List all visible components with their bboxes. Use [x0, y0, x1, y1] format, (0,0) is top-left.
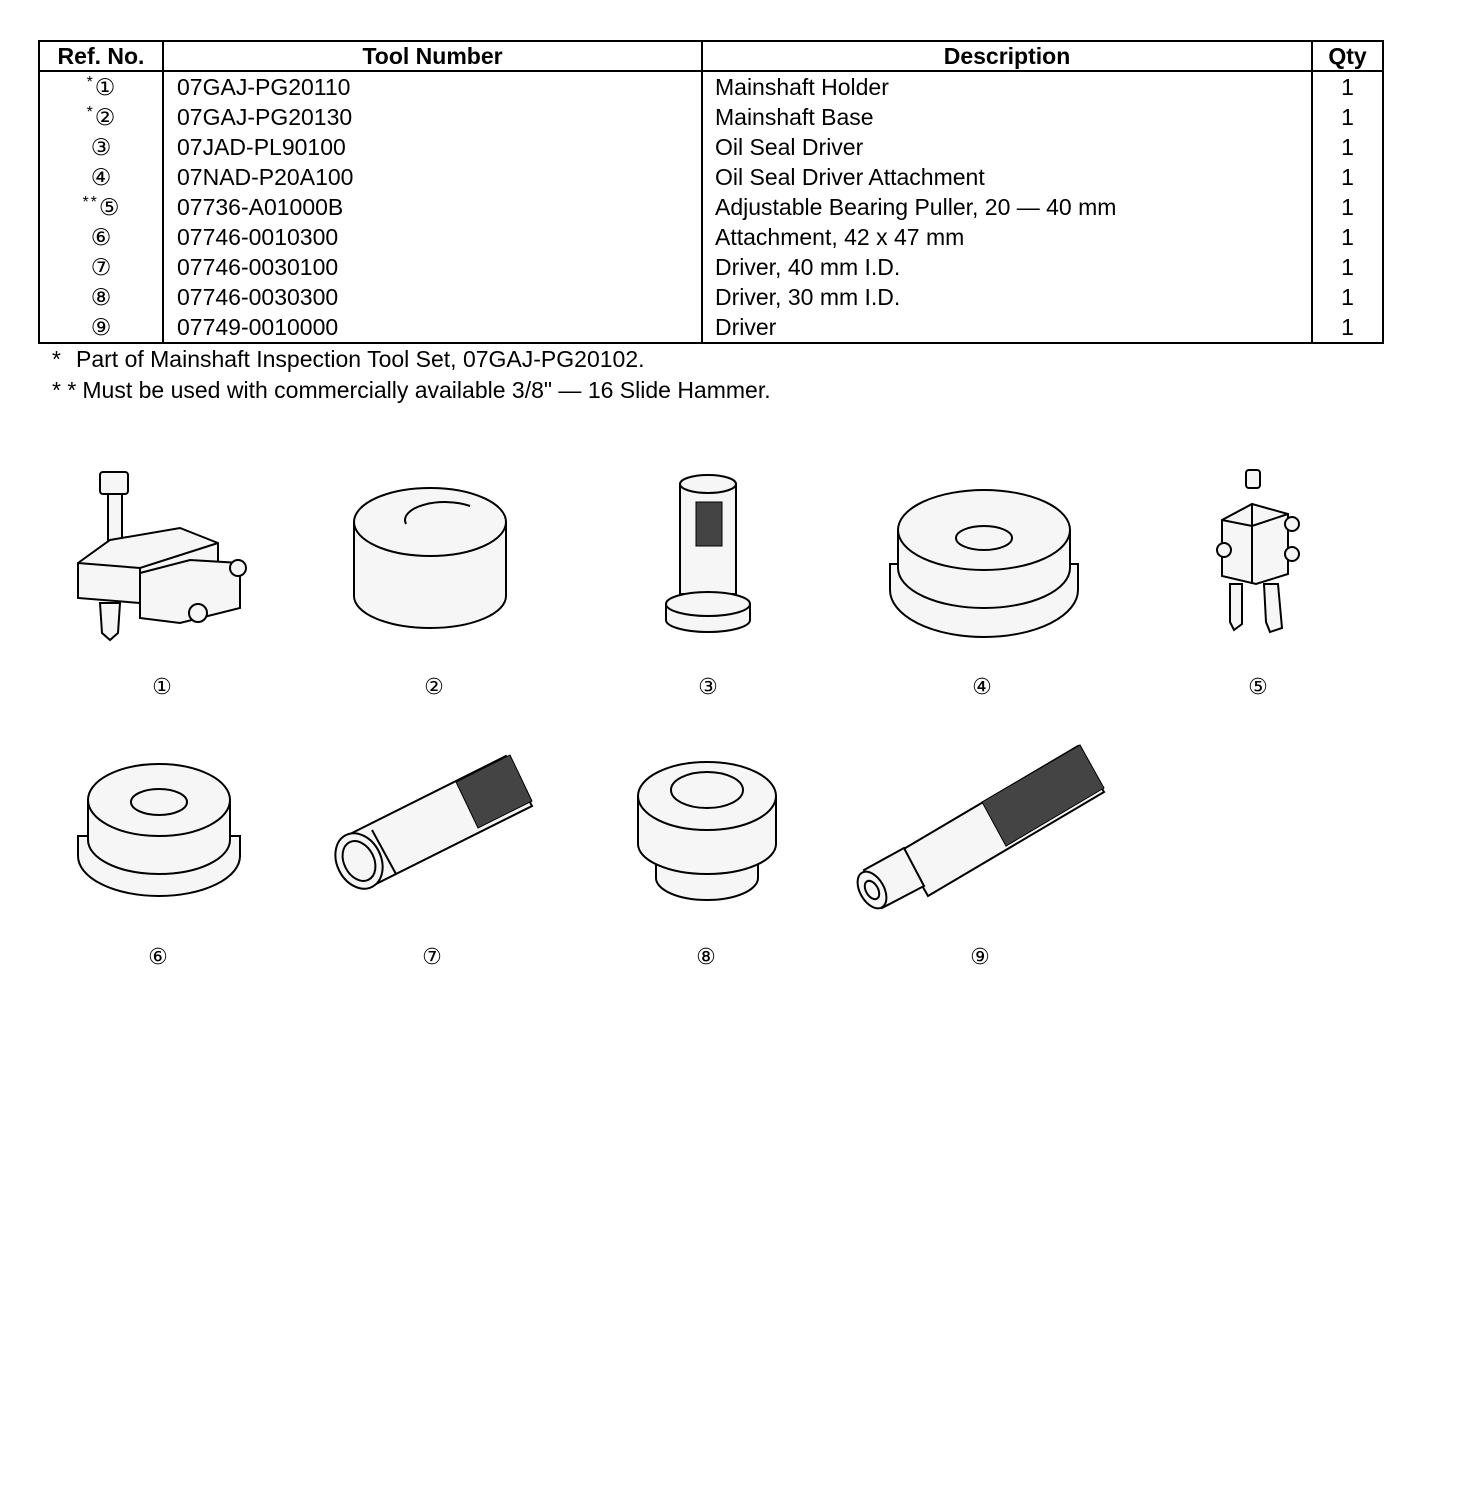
tool-number-cell: 07NAD-P20A100: [163, 162, 702, 192]
oil-seal-driver-attachment-icon: [886, 486, 1082, 642]
ref-cell: [39, 282, 163, 312]
ref-cell: [39, 132, 163, 162]
table-row: [39, 252, 1383, 282]
figure-callout: ⑤: [1248, 674, 1268, 699]
ref-mark: **: [82, 193, 99, 211]
ref-cell: [39, 222, 163, 252]
mainshaft-base-icon: [350, 484, 510, 634]
tool-number-cell: 07JAD-PL90100: [163, 132, 702, 162]
description-cell: Mainshaft Holder: [702, 71, 1312, 102]
figure-callout: ①: [152, 674, 172, 699]
footnote-text: Part of Mainshaft Inspection Tool Set, 07GAJ-PG20102.: [76, 346, 645, 372]
description-cell: Driver, 40 mm I.D.: [702, 252, 1312, 282]
header-qty: Qty: [1312, 41, 1383, 71]
header-tool-number: Tool Number: [163, 41, 702, 71]
driver-30mm-icon: [634, 758, 780, 904]
qty-cell: 1: [1312, 102, 1383, 132]
table-header-row: [39, 41, 1383, 71]
description-cell: Oil Seal Driver: [702, 132, 1312, 162]
ref-number: ③: [90, 133, 112, 160]
footnote-marker: * *: [52, 377, 77, 403]
footnotes: [52, 344, 771, 406]
description-cell: Driver: [702, 312, 1312, 343]
description-cell: Attachment, 42 x 47 mm: [702, 222, 1312, 252]
description-cell: Adjustable Bearing Puller, 20 — 40 mm: [702, 192, 1312, 222]
footnote: [52, 344, 771, 375]
attachment-icon: [74, 756, 244, 902]
tool-number-cell: 07GAJ-PG20110: [163, 71, 702, 102]
tool-number-cell: 07746-0030100: [163, 252, 702, 282]
description-cell: Driver, 30 mm I.D.: [702, 282, 1312, 312]
ref-cell: [39, 192, 163, 222]
qty-cell: 1: [1312, 162, 1383, 192]
figure-callout: ⑨: [970, 944, 990, 969]
header-description: Description: [702, 41, 1312, 71]
footnote-marker: *: [52, 346, 61, 372]
table-row: [39, 222, 1383, 252]
mainshaft-holder-icon: [70, 468, 260, 648]
table-row: [39, 102, 1383, 132]
ref-number: ⑧: [90, 283, 112, 310]
ref-number: ④: [90, 163, 112, 190]
ref-cell: [39, 312, 163, 343]
tool-number-cell: 07746-0030300: [163, 282, 702, 312]
table-row: [39, 71, 1383, 102]
tool-number-cell: 07746-0010300: [163, 222, 702, 252]
ref-cell: [39, 71, 163, 102]
figure-callout: ⑦: [422, 944, 442, 969]
qty-cell: 1: [1312, 132, 1383, 162]
qty-cell: 1: [1312, 312, 1383, 343]
special-tools-table: [38, 40, 1384, 344]
ref-cell: [39, 162, 163, 192]
figure-callout: ④: [972, 674, 992, 699]
qty-cell: 1: [1312, 192, 1383, 222]
driver-40mm-icon: [326, 750, 540, 902]
ref-number: ⑤: [98, 193, 120, 220]
qty-cell: 1: [1312, 282, 1383, 312]
ref-number: ①: [94, 73, 116, 100]
figure-callout: ⑥: [148, 944, 168, 969]
ref-number: ②: [94, 103, 116, 130]
driver-icon: [852, 740, 1108, 916]
table-row: [39, 312, 1383, 343]
qty-cell: 1: [1312, 252, 1383, 282]
tool-number-cell: 07GAJ-PG20130: [163, 102, 702, 132]
ref-number: ⑦: [90, 253, 112, 280]
table-row: [39, 192, 1383, 222]
figure-callout: ②: [424, 674, 444, 699]
tool-number-cell: 07736-A01000B: [163, 192, 702, 222]
table-row: [39, 162, 1383, 192]
description-cell: Oil Seal Driver Attachment: [702, 162, 1312, 192]
ref-cell: [39, 102, 163, 132]
ref-number: ⑥: [90, 223, 112, 250]
header-ref-no: Ref. No.: [39, 41, 163, 71]
qty-cell: 1: [1312, 71, 1383, 102]
ref-mark: *: [86, 103, 95, 121]
table-row: [39, 132, 1383, 162]
ref-number: ⑨: [90, 313, 112, 340]
footnote-text: Must be used with commercially available 3/8" — 16 Slide Hammer.: [82, 377, 771, 403]
tool-number-cell: 07749-0010000: [163, 312, 702, 343]
ref-mark: *: [86, 73, 95, 91]
bearing-puller-icon: [1208, 466, 1308, 638]
footnote: [52, 375, 771, 406]
description-cell: Mainshaft Base: [702, 102, 1312, 132]
qty-cell: 1: [1312, 222, 1383, 252]
ref-cell: [39, 252, 163, 282]
oil-seal-driver-icon: [662, 470, 754, 638]
figure-callout: ③: [698, 674, 718, 699]
table-row: [39, 282, 1383, 312]
figure-callout: ⑧: [696, 944, 716, 969]
